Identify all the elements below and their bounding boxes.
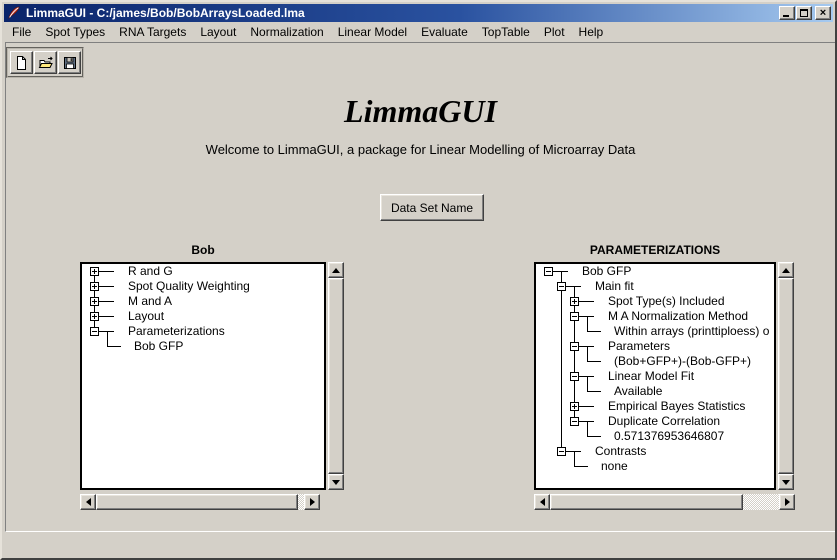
menu-bar: [4, 22, 833, 42]
left-tree-vertical-scrollbar[interactable]: [328, 262, 344, 490]
tree-connector-line: [587, 346, 588, 362]
tree-connector-line: [587, 361, 601, 362]
window-controls: [779, 6, 831, 20]
right-tree-horizontal-scrollbar[interactable]: [534, 494, 795, 510]
tree-expand-box[interactable]: [90, 312, 99, 321]
tree-item-label[interactable]: Within arrays (printtiploess) o: [614, 324, 770, 338]
tree-connector-line: [561, 271, 562, 452]
tree-connector-line: [579, 406, 594, 407]
right-panel-title: PARAMETERIZATIONS: [589, 243, 721, 257]
scroll-right-button[interactable]: [304, 494, 320, 510]
minimize-button[interactable]: [779, 6, 795, 20]
left-panel-title: Bob: [191, 243, 215, 257]
tree-collapse-box[interactable]: [90, 327, 99, 336]
tree-item-label[interactable]: Spot Quality Weighting: [128, 279, 250, 293]
arrow-up-icon: [332, 268, 340, 273]
tree-connector-line: [587, 316, 588, 332]
open-file-button[interactable]: [34, 51, 57, 74]
tree-item-label[interactable]: M A Normalization Method: [608, 309, 749, 323]
tree-connector-line: [107, 331, 108, 347]
scrollbar-thumb[interactable]: [328, 278, 344, 474]
toolbar: [6, 47, 84, 78]
scroll-up-button[interactable]: [328, 262, 344, 278]
tree-connector-line: [574, 466, 588, 467]
tree-connector-line: [587, 436, 601, 437]
tree-collapse-box[interactable]: [557, 282, 566, 291]
arrow-down-icon: [332, 480, 340, 485]
tree-item-label[interactable]: Main fit: [595, 279, 634, 293]
maximize-icon: [800, 9, 808, 17]
tree-connector-line: [587, 421, 588, 437]
scroll-down-button[interactable]: [778, 474, 794, 490]
tree-expand-box[interactable]: [90, 267, 99, 276]
menu-item-toptable[interactable]: TopTable: [481, 25, 530, 39]
tree-item-label[interactable]: Contrasts: [595, 444, 647, 458]
tree-item-label[interactable]: none: [601, 459, 628, 473]
tree-expand-box[interactable]: [90, 297, 99, 306]
tree-connector-line: [107, 346, 121, 347]
tree-connector-line: [587, 331, 601, 332]
tree-item-label[interactable]: Bob GFP: [582, 264, 632, 278]
menu-item-evaluate[interactable]: Evaluate: [421, 25, 468, 39]
tree-item-label[interactable]: Bob GFP: [134, 339, 184, 353]
tree-connector-line: [579, 301, 594, 302]
tree-item-label[interactable]: R and G: [128, 264, 173, 278]
tree-item-label[interactable]: Linear Model Fit: [608, 369, 695, 383]
arrow-right-icon: [785, 498, 790, 506]
tree-collapse-box[interactable]: [570, 312, 579, 321]
tree-connector-line: [99, 301, 114, 302]
tree-collapse-box[interactable]: [557, 447, 566, 456]
menu-item-layout[interactable]: Layout: [200, 25, 237, 39]
menu-item-linear-model[interactable]: Linear Model: [337, 25, 408, 39]
maximize-button[interactable]: [796, 6, 812, 20]
scroll-right-button[interactable]: [779, 494, 795, 510]
minimize-icon: [783, 15, 789, 17]
tree-expand-box[interactable]: [570, 402, 579, 411]
arrow-left-icon: [86, 498, 91, 506]
tk-feather-icon: [6, 6, 22, 21]
tree-connector-line: [99, 316, 114, 317]
scrollbar-thumb[interactable]: [550, 494, 743, 510]
content-area: [5, 42, 836, 532]
app-title: LimmaGUI: [344, 93, 497, 129]
tree-connector-line: [99, 286, 114, 287]
tree-connector-line: [574, 451, 575, 467]
tree-item-label[interactable]: Parameters: [608, 339, 671, 353]
arrow-up-icon: [782, 268, 790, 273]
tree-item-label[interactable]: 0.571376953646807: [614, 429, 725, 443]
data-set-name-button[interactable]: Data Set Name: [380, 194, 484, 221]
menu-item-plot[interactable]: Plot: [543, 25, 565, 39]
left-tree-horizontal-scrollbar[interactable]: [80, 494, 320, 510]
arrow-left-icon: [540, 498, 545, 506]
close-icon: ×: [819, 7, 827, 19]
menu-item-spot-types[interactable]: Spot Types: [45, 25, 106, 39]
tree-connector-line: [99, 271, 114, 272]
menu-item-rna-targets[interactable]: RNA Targets: [119, 25, 187, 39]
scroll-left-button[interactable]: [80, 494, 96, 510]
tree-collapse-box[interactable]: [570, 417, 579, 426]
scrollbar-thumb[interactable]: [778, 278, 794, 474]
window-title: LimmaGUI - C:/james/Bob/BobArraysLoaded.lma: [26, 6, 305, 20]
menu-item-normalization[interactable]: Normalization: [250, 25, 324, 39]
tree-item-label[interactable]: M and A: [128, 294, 173, 308]
tree-connector-line: [587, 376, 588, 392]
tree-item-label[interactable]: Spot Type(s) Included: [608, 294, 725, 308]
tree-collapse-box[interactable]: [570, 342, 579, 351]
right-tree-listbox[interactable]: [534, 262, 776, 490]
save-button[interactable]: [58, 51, 81, 74]
arrow-down-icon: [782, 480, 790, 485]
tree-collapse-box[interactable]: [544, 267, 553, 276]
save-icon: [62, 55, 78, 71]
titlebar[interactable]: [4, 4, 833, 22]
scrollbar-thumb[interactable]: [96, 494, 298, 510]
scroll-down-button[interactable]: [328, 474, 344, 490]
close-button[interactable]: [815, 6, 831, 20]
scroll-up-button[interactable]: [778, 262, 794, 278]
menu-item-file[interactable]: File: [12, 25, 32, 39]
right-tree-vertical-scrollbar[interactable]: [778, 262, 794, 490]
arrow-right-icon: [310, 498, 315, 506]
tree-connector-line: [587, 391, 601, 392]
tree-item-label[interactable]: Available: [614, 384, 663, 398]
welcome-text: Welcome to LimmaGUI, a package for Linear Modelling of Microarray Data: [205, 142, 636, 157]
tree-expand-box[interactable]: [90, 282, 99, 291]
left-tree-listbox[interactable]: [80, 262, 326, 490]
menu-item-help[interactable]: Help: [578, 25, 604, 39]
tree-expand-box[interactable]: [570, 297, 579, 306]
tree-collapse-box[interactable]: [570, 372, 579, 381]
tree-item-label[interactable]: (Bob+GFP+)-(Bob-GFP+): [614, 354, 752, 368]
tree-item-label[interactable]: Layout: [128, 309, 165, 323]
new-file-button[interactable]: [10, 51, 33, 74]
tree-item-label[interactable]: Empirical Bayes Statistics: [608, 399, 746, 413]
scroll-left-button[interactable]: [534, 494, 550, 510]
new-file-icon: [14, 55, 30, 71]
tree-item-label[interactable]: Duplicate Correlation: [608, 414, 721, 428]
open-folder-icon: [38, 55, 54, 71]
tree-item-label[interactable]: Parameterizations: [128, 324, 225, 338]
